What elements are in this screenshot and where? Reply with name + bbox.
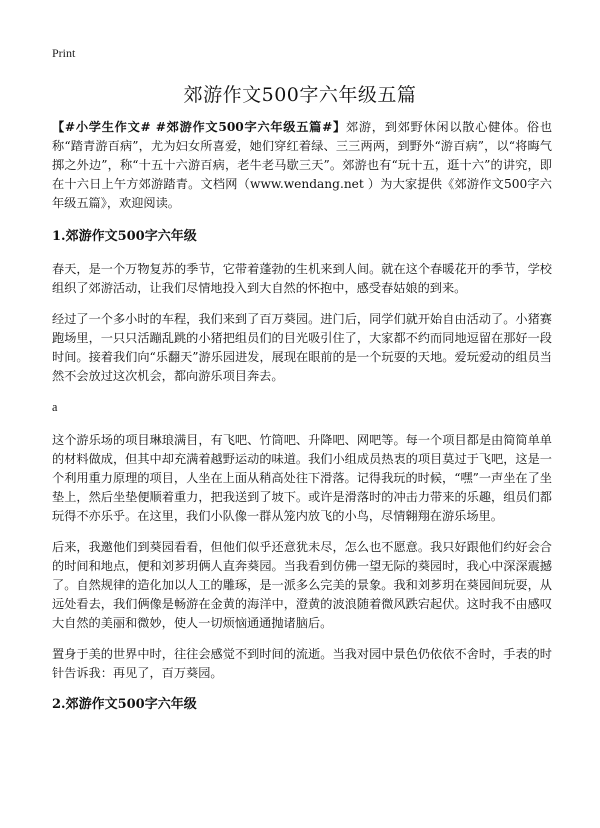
intro-paragraph [52, 118, 552, 213]
section-1-heading: 1.郊游作文500字六年级 [52, 229, 197, 244]
article-body [52, 118, 552, 728]
intro-text: 郊游，到郊野休闲以散心健体。俗也称“踏青游百病”，尤为妇女所喜爱，她们穿红着绿、三三两两，到野外“游百病”，以“将晦气掷之外边”，称“十五十六游百病，老牛老马歇三天”。郊游也有“玩十五，逛十六”的讲究，即在十六日上午方郊游踏青。文档网（www.wendang.net ）为大家提供《郊游作文500字六年级五篇》，欢迎阅读。 [52, 120, 553, 210]
section-1-single-char: a [52, 400, 58, 414]
print-label: Print [52, 46, 76, 60]
section-1-paragraph-2: 经过了一个多小时的车程，我们来到了百万葵园。进门后，同学们就开始自由活动了。小猪赛跑场里，一只只活蹦乱跳的小猪把组员们的目光吸引住了，大家都不约而同地逗留在那好一段时间。接着我们向“乐翻天”游乐园进发，展现在眼前的是一个玩耍的天地。爱玩爱动的组员当然不会放过这次机会，都向游乐项目奔去。 [52, 312, 552, 383]
section-2-heading: 2.郊游作文500字六年级 [52, 697, 197, 712]
page-title: 郊游作文500字六年级五篇 [183, 84, 417, 106]
section-1-paragraph-3: 这个游乐场的项目琳琅满目，有飞吧、竹筒吧、升降吧、网吧等。每一个项目都是由简简单单的材料做成，但其中却充满着越野运动的味道。我们小组成员热衷的项目莫过于飞吧，这是一个利用重力原理的项目，人坐在上面从稍高处往下滑落。记得我玩的时候，“嘿”一声坐在了坐垫上，然后坐垫便顺着重力，把我送到了坡下。或许是滑落时的冲击力带来的乐趣，组员们都玩得不亦乐乎。在这里，我们小队像一群从笼内放飞的小鸟，尽情翱翔在游乐场里。 [52, 433, 552, 523]
section-1-paragraph-1: 春天，是一个万物复苏的季节，它带着蓬勃的生机来到人间。就在这个春暖花开的季节，学校组织了郊游活动，让我们尽情地投入到大自然的怀抱中，感受春姑娘的到来。 [52, 262, 552, 295]
intro-tags: 【#小学生作文# #郊游作文500字六年级五篇#】 [52, 120, 346, 134]
section-1-paragraph-5: 置身于美的世界中时，往往会感觉不到时间的流逝。当我对园中景色仍依依不舍时，手表的时针告诉我：再见了，百万葵园。 [52, 647, 552, 680]
section-1-paragraph-4: 后来，我邀他们到葵园看看，但他们似乎还意犹未尽，怎么也不愿意。我只好跟他们约好会合的时间和地点，便和刘芗玥俩人直奔葵园。当我看到仿佛一望无际的葵园时，我心中深深震撼了。自然规律的造化加以人工的雕琢，是一派多么完美的景象。我和刘芗玥在葵园间玩耍，从远处看去，我们俩像是畅游在金黄的海洋中，澄黄的波浪随着微风跌宕起伏。这时我不由感叹大自然的美丽和微妙，使人一切烦恼通通抛诸脑后。 [52, 540, 552, 630]
